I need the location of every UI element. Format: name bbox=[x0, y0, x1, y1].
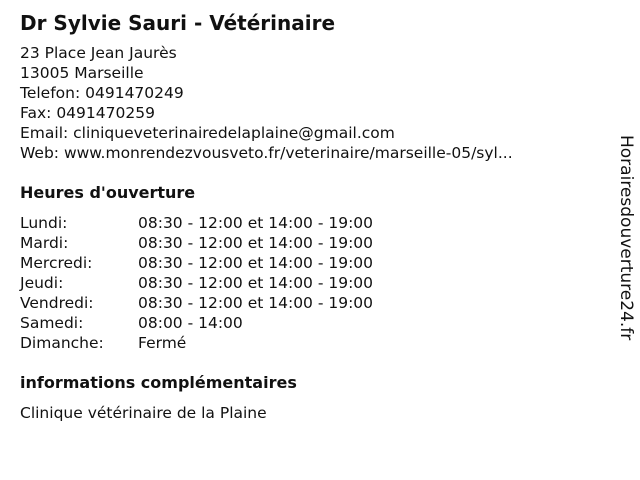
info-heading: informations complémentaires bbox=[20, 373, 297, 392]
hours-heading: Heures d'ouverture bbox=[20, 183, 196, 202]
hours-row-sunday bbox=[20, 333, 373, 353]
day-label: Mercredi: bbox=[20, 254, 93, 272]
website-link[interactable]: Web: www.monrendezvousveto.fr/veterinaire/marseille-05/syl... bbox=[20, 144, 513, 162]
hours-row-tuesday bbox=[20, 233, 373, 253]
fax-number: Fax: 0491470259 bbox=[20, 104, 155, 122]
time-range: 08:30 - 12:00 et 14:00 - 19:00 bbox=[138, 234, 374, 252]
day-label: Lundi: bbox=[20, 214, 68, 232]
page-title: Dr Sylvie Sauri - Vétérinaire bbox=[20, 11, 336, 35]
info-description: Clinique vétérinaire de la Plaine bbox=[20, 404, 267, 422]
time-range: 08:30 - 12:00 et 14:00 - 19:00 bbox=[138, 294, 374, 312]
address-line-city: 13005 Marseille bbox=[20, 64, 144, 82]
site-watermark: Horairesdouverture24.fr bbox=[616, 135, 636, 341]
hours-row-thursday bbox=[20, 273, 373, 293]
day-label: Dimanche: bbox=[20, 334, 104, 352]
hours-row-wednesday bbox=[20, 253, 373, 273]
address-line-street: 23 Place Jean Jaurès bbox=[20, 44, 177, 62]
contact-block bbox=[20, 43, 513, 163]
day-label: Jeudi: bbox=[20, 274, 64, 292]
time-range: 08:30 - 12:00 et 14:00 - 19:00 bbox=[138, 254, 374, 272]
day-label: Samedi: bbox=[20, 314, 84, 332]
email-address[interactable]: Email: cliniqueveterinairedelaplaine@gmail.com bbox=[20, 124, 395, 142]
opening-hours-table bbox=[20, 213, 373, 353]
time-range: Fermé bbox=[138, 334, 187, 352]
day-label: Vendredi: bbox=[20, 294, 94, 312]
hours-row-friday bbox=[20, 293, 373, 313]
day-label: Mardi: bbox=[20, 234, 69, 252]
phone-number[interactable]: Telefon: 0491470249 bbox=[20, 84, 184, 102]
time-range: 08:00 - 14:00 bbox=[138, 314, 243, 332]
time-range: 08:30 - 12:00 et 14:00 - 19:00 bbox=[138, 274, 374, 292]
time-range: 08:30 - 12:00 et 14:00 - 19:00 bbox=[138, 214, 374, 232]
hours-row-saturday bbox=[20, 313, 373, 333]
hours-row-monday bbox=[20, 213, 373, 233]
